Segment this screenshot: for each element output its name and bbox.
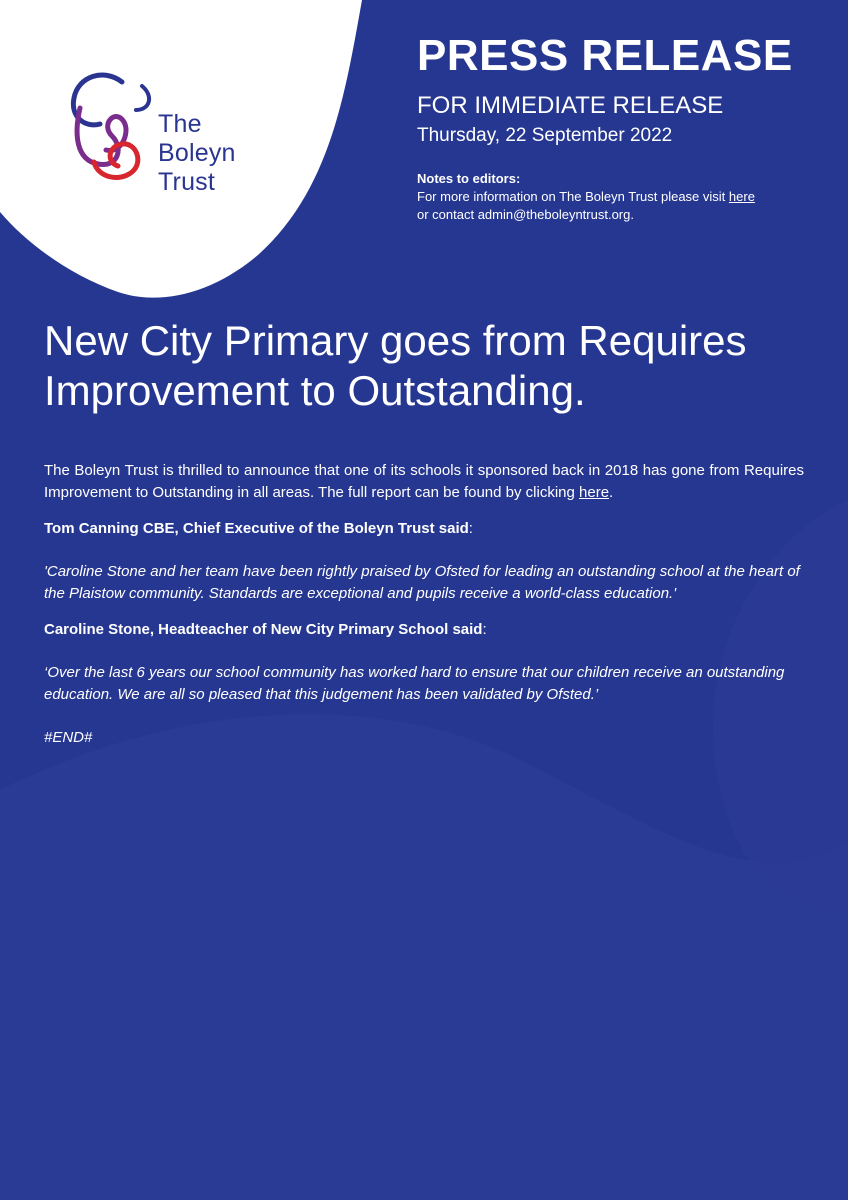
notes-here-link[interactable]: here: [728, 189, 755, 204]
notes-to-editors: [417, 170, 827, 224]
notes-title: Notes to editors:: [417, 171, 521, 186]
speaker-1-colon: :: [468, 520, 473, 537]
logo-line-boleyn: Boleyn: [158, 139, 236, 167]
intro-text: The Boleyn Trust is thrilled to announce that one of its schools it sponsored back in 2018 has gone from Requires Improvement to Outstanding in all areas. The full report can be found by clicking: [44, 462, 804, 501]
knot-logo-icon: [64, 66, 156, 194]
intro-paragraph: [44, 460, 804, 504]
press-release-title: PRESS RELEASE: [417, 31, 793, 80]
logo-line-trust: Trust: [158, 168, 216, 196]
press-release-header: [417, 30, 827, 224]
article-headline: New City Primary goes from Requires Improvement to Outstanding.: [44, 317, 747, 414]
boleyn-trust-logo: [64, 66, 264, 206]
notes-line-1: [417, 188, 827, 206]
quote-1: 'Caroline Stone and her team have been rightly praised by Ofsted for leading an outstanding school at the heart of the Plaistow community. Standards are exceptional and pupils receive a world-class education.': [44, 563, 800, 602]
speaker-2-name: Caroline Stone, Headteacher of New City Primary School said: [44, 621, 483, 638]
speaker-1-attribution: [44, 518, 804, 540]
speaker-2-attribution: [44, 619, 804, 641]
release-status: FOR IMMEDIATE RELEASE: [417, 92, 724, 119]
speaker-2-colon: :: [482, 621, 487, 638]
speaker-1-name: Tom Canning CBE, Chief Executive of the Boleyn Trust said: [44, 520, 469, 537]
notes-contact: or contact admin@theboleyntrust.org.: [417, 207, 634, 222]
release-date: Thursday, 22 September 2022: [417, 125, 673, 146]
article-body: [44, 460, 804, 749]
notes-text: For more information on The Boleyn Trust please visit: [417, 189, 729, 204]
report-here-link[interactable]: here: [579, 484, 610, 501]
quote-2: ‘Over the last 6 years our school community has worked hard to ensure that our children receive an outstanding education. We are all so pleased that this judgement has been validated by Ofsted.’: [44, 664, 785, 703]
logo-wordmark: [158, 110, 236, 197]
logo-line-the: The: [158, 110, 202, 138]
intro-end: .: [609, 484, 614, 501]
end-marker: #END#: [44, 729, 93, 746]
